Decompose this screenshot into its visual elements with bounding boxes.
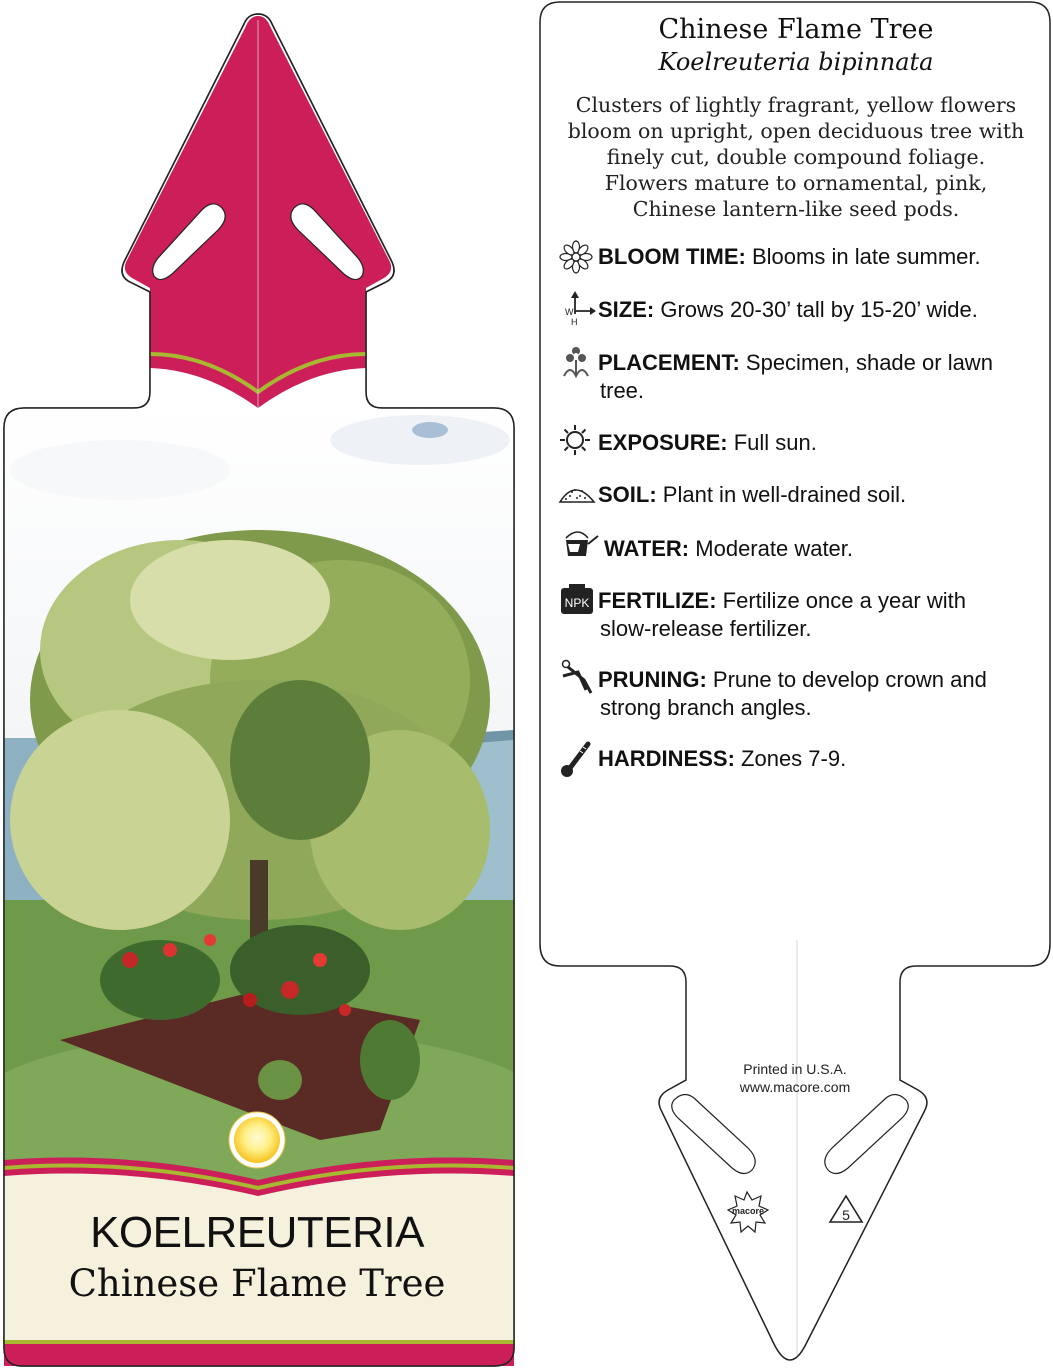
sun-icon: [229, 1112, 285, 1168]
svg-text:H: H: [571, 317, 578, 327]
flower-icon: [560, 241, 592, 273]
plant-description: Clusters of lightly fragrant, yellow flowers bloom on upright, open deciduous tree with finely cut, double compound foliage. Flowers mature to ornamental, pink, Chinese lantern-like seed pods.: [567, 93, 1025, 221]
plant-title: Chinese Flame Tree: [658, 14, 934, 45]
attr-soil: SOIL: Plant in well-drained soil.: [598, 482, 907, 507]
attr-exposure: EXPOSURE: Full sun.: [598, 430, 817, 455]
common-name: Chinese Flame Tree: [68, 1262, 446, 1305]
printed-line: Printed in U.S.A.: [743, 1061, 847, 1077]
svg-text:NPK: NPK: [564, 596, 590, 610]
printer-info: [690, 1060, 900, 1096]
attr-hardiness: HARDINESS: Zones 7-9.: [598, 746, 847, 771]
front-tag: [0, 14, 560, 1366]
fertilizer-npk-icon: [561, 584, 593, 614]
attr-fertilize: FERTILIZE: Fertilize once a year with slow-release fertilizer.: [598, 588, 966, 641]
tree-photo: [0, 408, 560, 1210]
attr-size: SIZE: Grows 20-30’ tall by 15-20’ wide.: [598, 297, 978, 322]
attr-placement: PLACEMENT: Specimen, shade or lawn tree.: [598, 350, 993, 403]
genus-name: KOELREUTERIA: [90, 1208, 424, 1257]
attr-water: WATER: Moderate water.: [604, 536, 854, 561]
svg-text:5: 5: [842, 1207, 850, 1223]
attr-bloom-time: BLOOM TIME: Blooms in late summer.: [598, 244, 981, 269]
attr-pruning: PRUNING: Prune to develop crown and strong branch angles.: [598, 667, 987, 720]
printer-url[interactable]: www.macore.com: [739, 1079, 851, 1095]
svg-text:macore: macore: [731, 1206, 765, 1216]
svg-text:W: W: [565, 307, 574, 317]
sun-icon: [560, 425, 590, 455]
botanical-name: Koelreuteria bipinnata: [658, 48, 934, 76]
